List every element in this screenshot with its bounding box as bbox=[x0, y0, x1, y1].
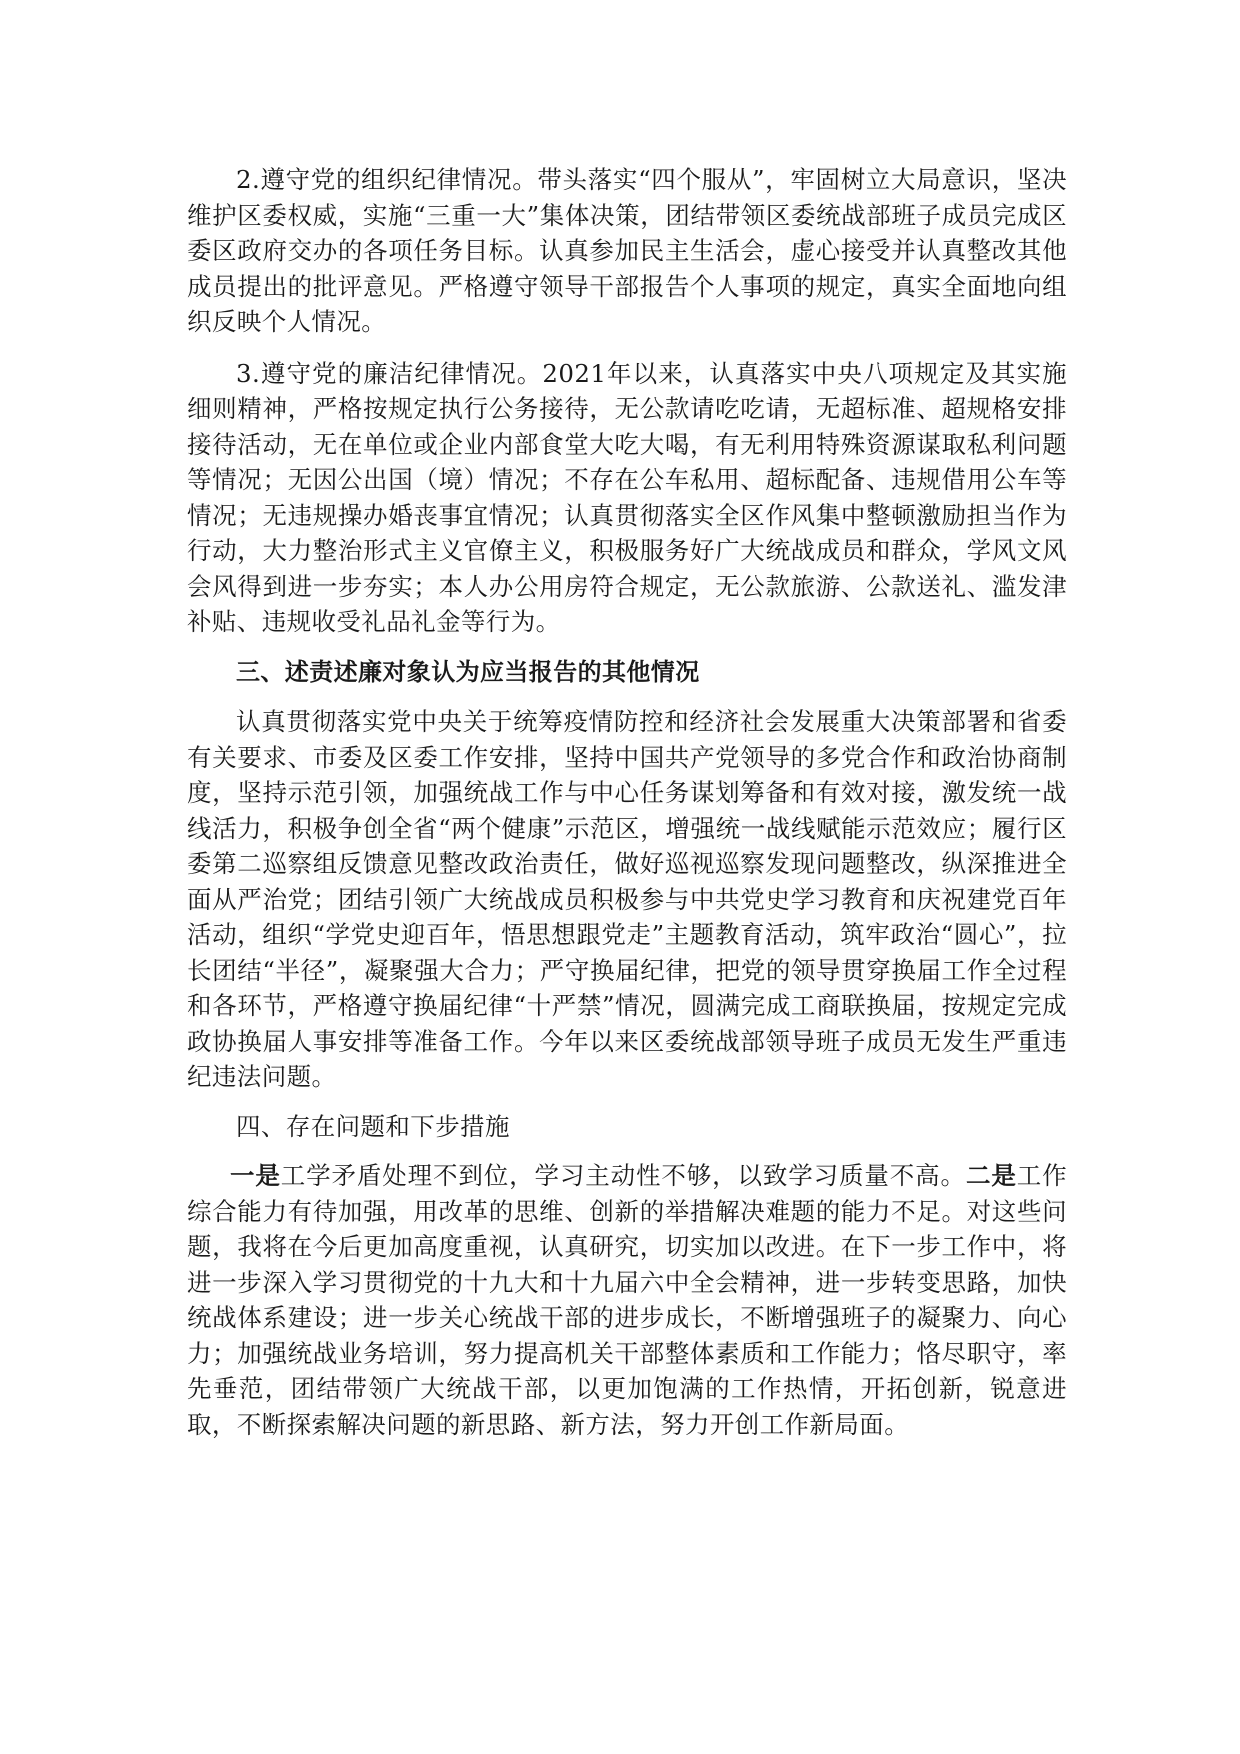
problem-text-first: 工学矛盾处理不到位，学习主动性不够，以致学习质量不高。 bbox=[280, 1161, 966, 1190]
section-heading-other-matters: 三、述责述廉对象认为应当报告的其他情况 bbox=[236, 657, 700, 686]
paragraph-organizational-discipline: 2.遵守党的组织纪律情况。带头落实“四个服从”，牢固树立大局意识，坚决维护区委权威，实施“三重一大”集体决策，团结带领区委统战部班子成员完成区委区政府交办的各项任务目标。认真参加民主生活会，虚心接受并认真整改其他成员提出的批评意见。严格遵守领导干部报告个人事项的规定，真实全面地向组织反映个人情况。 bbox=[187, 165, 1067, 336]
paragraph-spacer bbox=[187, 1095, 1067, 1109]
paragraph-spacer bbox=[187, 340, 1067, 356]
paragraph-spacer bbox=[187, 640, 1067, 655]
lead-marker-second: 二是 bbox=[965, 1161, 1017, 1190]
paragraph-spacer bbox=[187, 1144, 1067, 1158]
paragraph-problems-measures bbox=[187, 1158, 1067, 1442]
paragraph-integrity-discipline: 3.遵守党的廉洁纪律情况。2021年以来，认真落实中央八项规定及其实施细则精神，严格按规定执行公务接待，无公款请吃吃请，无超标准、超规格安排接待活动，无在单位或企业内部食堂大吃大喝，有无利用特殊资源谋取私利问题等情况；无因公出国（境）情况；不存在公车私用、超标配备、违规借用公车等情况；无违规操办婚丧事宜情况；认真贯彻落实全区作风集中整顿激励担当作为行动，大力整治形式主义官僚主义，积极服务好广大统战成员和群众，学风文风会风得到进一步夯实；本人办公用房符合规定，无公款旅游、公款送礼、滥发津补贴、违规收受礼品礼金等行为。 bbox=[187, 358, 1067, 636]
document-body bbox=[187, 162, 1067, 1442]
paragraph-other-matters: 认真贯彻落实党中央关于统筹疫情防控和经济社会发展重大决策部署和省委有关要求、市委及区委工作安排，坚持中国共产党领导的多党合作和政治协商制度，坚持示范引领，加强统战工作与中心任务谋划筹备和有效对接，激发统一战线活力，积极争创全省“两个健康”示范区，增强统一战线赋能示范效应；履行区委第二巡察组反馈意见整改政治责任，做好巡视巡察发现问题整改，纵深推进全面从严治党；团结引领广大统战成员积极参与中共党史学习教育和庆祝建党百年活动，组织“学党史迎百年，悟思想跟党走”主题教育活动，筑牢政治“圆心”，拉长团结“半径”，凝聚强大合力；严守换届纪律，把党的领导贯穿换届工作全过程和各环节，严格遵守换届纪律“十严禁”情况，圆满完成工商联换届，按规定完成政协换届人事安排等准备工作。今年以来区委统战部领导班子成员无发生严重违纪违法问题。 bbox=[187, 707, 1067, 1091]
lead-marker-first: 一是 bbox=[230, 1161, 281, 1190]
paragraph-spacer bbox=[187, 690, 1067, 704]
section-heading-problems-measures: 四、存在问题和下步措施 bbox=[236, 1111, 510, 1141]
problem-text-second: 工作综合能力有待加强，用改革的思维、创新的举措解决难题的能力不足。对这些问题，我将在今后更加高度重视，认真研究，切实加以改进。在下一步工作中，将进一步深入学习贯彻党的十九大和十九届六中全会精神，进一步转变思路，加快统战体系建设；进一步关心统战干部的进步成长，不断增强班子的凝聚力、向心力；加强统战业务培训，努力提高机关干部整体素质和工作能力；恪尽职守，率先垂范，团结带领广大统战干部，以更加饱满的工作热情，开拓创新，锐意进取，不断探索解决问题的新思路、新方法，努力开创工作新局面。 bbox=[187, 1161, 1067, 1439]
